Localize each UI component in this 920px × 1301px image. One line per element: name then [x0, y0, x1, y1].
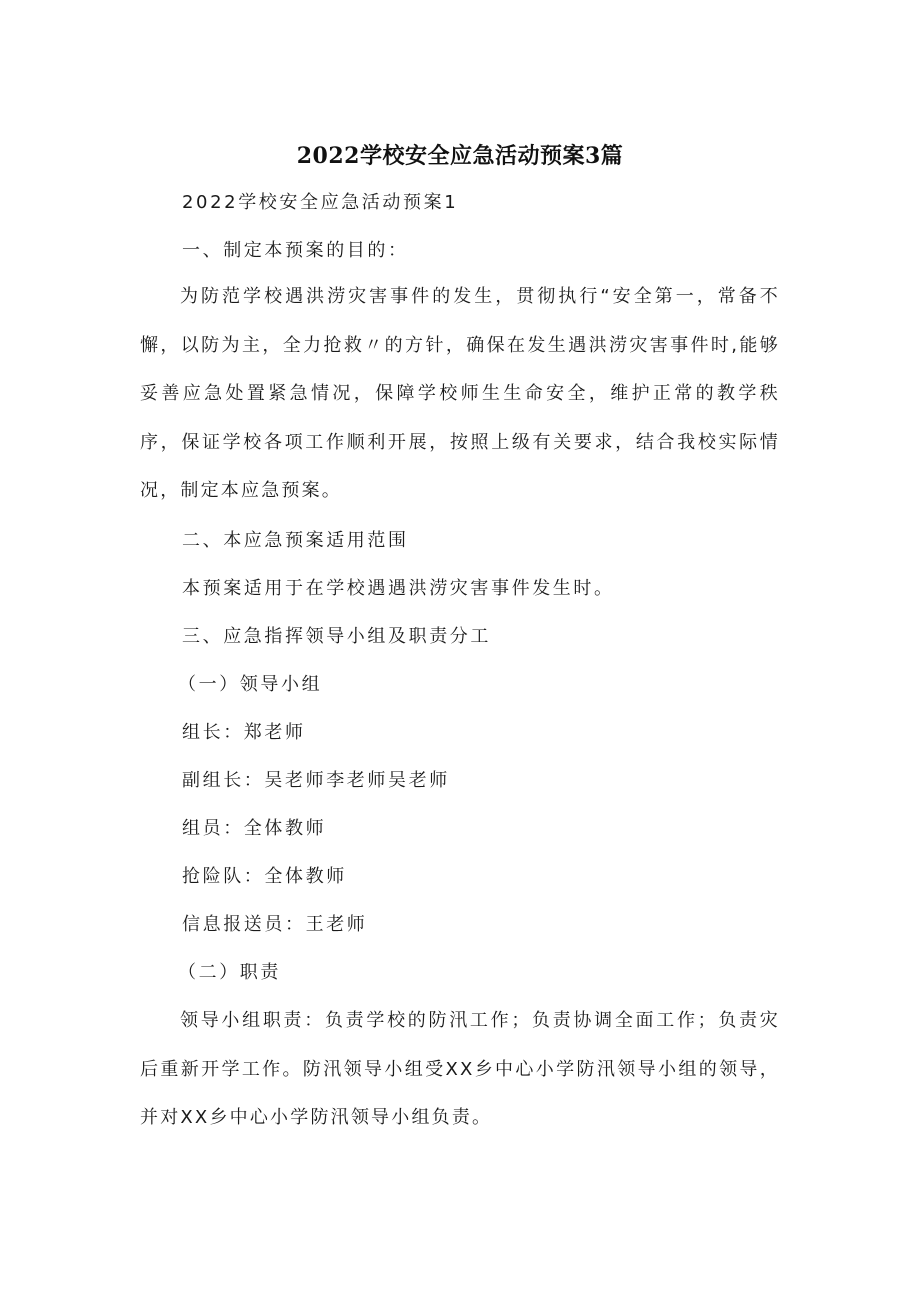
section-2-paragraph: 本预案适用于在学校遇遇洪涝灾害事件发生时。 — [182, 578, 615, 599]
member-line: 抢险队：全体教师 — [182, 866, 347, 887]
section-2-heading: 二、本应急预案适用范围 — [182, 530, 409, 551]
member-line: 组长：郑老师 — [182, 722, 306, 743]
document-title: 2022学校安全应急活动预案3篇 — [296, 143, 624, 169]
section-1-heading: 一、制定本预案的目的： — [182, 240, 409, 261]
member-line: 信息报送员：王老师 — [182, 914, 368, 935]
duties-heading: （二）职责 — [178, 962, 281, 983]
member-line: 副组长：吴老师李老师吴老师 — [182, 770, 450, 791]
section-3-heading: 三、应急指挥领导小组及职责分工 — [182, 626, 491, 647]
member-line: 组员：全体教师 — [182, 818, 327, 839]
section-1-paragraph: 为防范学校遇洪涝灾害事件的发生，贯彻执行“安全第一，常备不懈，以防为主，全力抢救〃的方针，确保在发生遇洪涝灾害事件时,能够妥善应急处置紧急情况，保障学校师生生命安全，维护正常的教学秩序，保证学校各项工作顺利开展，按照上级有关要求，结合我校实际情况，制定本应急预案。 — [140, 286, 780, 501]
plan-subtitle: 2022学校安全应急活动预案1 — [182, 192, 459, 213]
group-heading: （一）领导小组 — [178, 674, 323, 695]
duties-paragraph: 领导小组职责：负责学校的防汛工作；负责协调全面工作；负责灾后重新开学工作。防汛领导小组受XX乡中心小学防汛领导小组的领导，并对XX乡中心小学防汛领导小组负责。 — [140, 1010, 780, 1128]
